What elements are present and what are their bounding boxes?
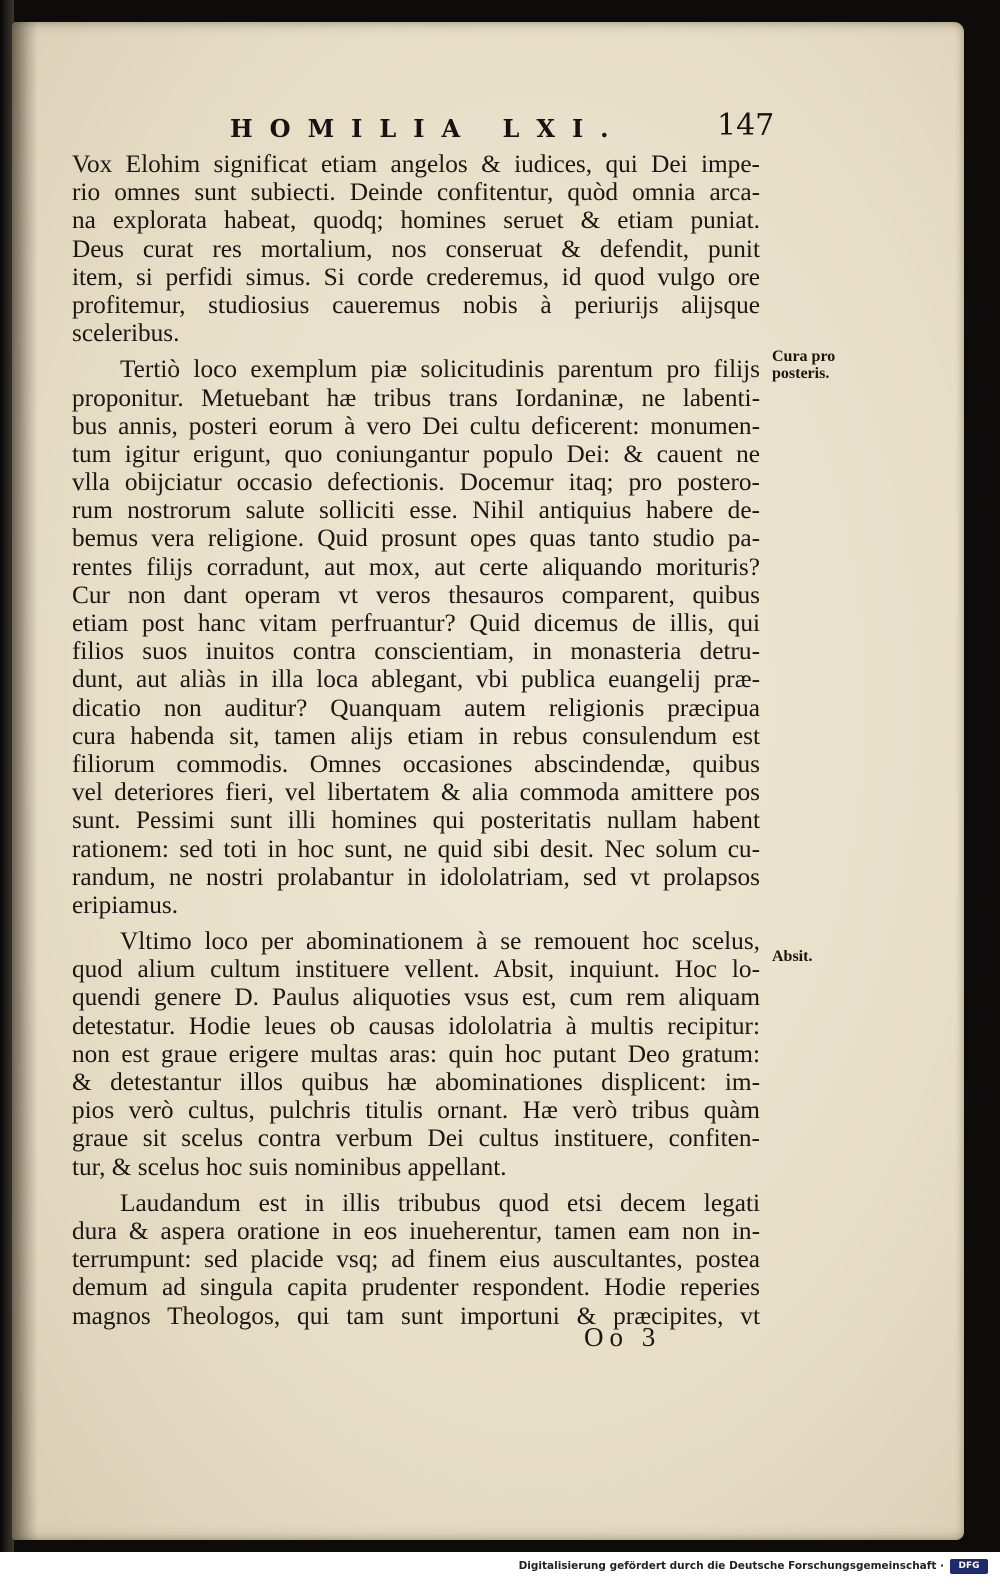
digitization-footer (0, 1552, 1000, 1585)
running-title: HOMILIA LXI. (230, 114, 626, 143)
text-line: & detestantur illos quibus hæ abominationes displicent: im- (72, 1068, 760, 1096)
text-line: rentes filijs corradunt, aut mox, aut certe aliquando morituris? (72, 552, 760, 581)
text-line: Vox Elohim significat etiam angelos & iudices, qui Dei impe- (72, 150, 760, 178)
text-line: profitemur, studiosius caueremus nobis à periurijs alijsque (72, 290, 760, 319)
text-line: non est graue erigere multas aras: quin hoc putant Deo gratum: (72, 1039, 760, 1068)
margin-note-line: posteris. (772, 365, 830, 382)
dfg-logo: DFG (950, 1559, 988, 1574)
text-line: randum, ne nostri prolabantur in idololatriam, sed vt prolapsos (72, 862, 760, 891)
text-line: rum nostrorum salute solliciti esse. Nihil antiquius habere de- (72, 496, 760, 525)
text-line: demum ad singula capita prudenter respondent. Hodie reperies (72, 1273, 760, 1302)
paragraph-4 (72, 1189, 760, 1330)
paragraph-1 (72, 150, 760, 347)
text-line: na explorata habeat, quodq; homines seruet & etiam puniat. (72, 206, 760, 235)
text-line: pios verò cultus, pulchris titulis ornant. Hæ verò tribus quàm (72, 1096, 760, 1125)
text-line: bemus vera religione. Quid prosunt opes quas tanto studio pa- (72, 524, 760, 553)
text-line: tum igitur erigunt, quo coniungantur populo Dei: & cauent ne (72, 439, 760, 468)
text-line: quendi genere D. Paulus aliquoties vsus est, cum rem aliquam (72, 983, 760, 1012)
text-line: Deus curat res mortalium, nos conseruat & defendit, punit (72, 234, 760, 263)
text-line: Vltimo loco per abominationem à se remouent hoc scelus, (120, 927, 760, 956)
margin-note-line: Cura pro (772, 348, 836, 365)
text-line: filiorum commodis. Omnes occasiones abscindendæ, quibus (72, 749, 760, 778)
text-line: item, si perfidi simus. Si corde crederemus, id quod vulgo ore (72, 262, 760, 291)
body-text (72, 150, 760, 1330)
text-line: filios suos inuitos contra conscientiam, in monasteria detru- (72, 637, 760, 666)
text-line: dura & aspera oratione in eos inueherentur, tamen eam non in- (72, 1216, 760, 1245)
footer-credit: Digitalisierung gefördert durch die Deutsche Forschungsgemeinschaft · (518, 1560, 944, 1572)
text-line: vlla obijciatur occasio defectionis. Docemur itaq; pro postero- (72, 468, 760, 497)
text-line: detestatur. Hodie leues ob causas idololatria à multis recipitur: (72, 1011, 760, 1040)
text-line: magnos Theologos, qui tam sunt importuni & præcipites, vt (72, 1301, 760, 1330)
paragraph-3 (72, 927, 760, 1181)
text-line: rio omnes sunt subiecti. Deinde confitentur, quòd omnia arca- (72, 178, 760, 207)
text-line: terrumpunt: sed placide vsq; ad finem eius auscultantes, postea (72, 1245, 760, 1274)
text-line: dicatio non auditur? Quanquam autem religionis præcipua (72, 693, 760, 722)
text-line: dunt, aut aliàs in illa loca ablegant, vbi publica euangelij præ- (72, 665, 760, 694)
page-number: 147 (717, 108, 775, 143)
text-line: bus annis, posteri eorum à vero Dei cultu deficerent: monumen- (72, 411, 760, 440)
margin-note-absit (772, 948, 812, 965)
text-line: rationem: sed toti in hoc sunt, ne quid sibi desit. Nec solum cu- (72, 834, 760, 863)
running-head (12, 108, 964, 148)
book-page (12, 22, 964, 1540)
text-line: vel deteriores fieri, vel libertatem & alia commoda amittere pos (72, 778, 760, 807)
text-line: eripiamus. (72, 890, 179, 919)
text-line: graue sit scelus contra verbum Dei cultus instituere, confiten- (72, 1124, 760, 1153)
signature-mark: Oo 3 (584, 1322, 662, 1352)
text-line: sunt. Pessimi sunt illi homines qui posteritatis nullam habent (72, 806, 760, 835)
margin-note-cura-pro-posteris (772, 348, 835, 382)
text-line: quod alium cultum instituere vellent. Absit, inquiunt. Hoc lo- (72, 955, 760, 984)
paragraph-2 (72, 355, 760, 919)
text-line: Tertiò loco exemplum piæ solicitudinis parentum pro filijs (120, 355, 760, 384)
text-line: proponitur. Metuebant hæ tribus trans Iordaninæ, ne labenti- (72, 383, 760, 412)
text-line: tur, & scelus hoc suis nominibus appellant. (72, 1152, 507, 1181)
text-line: Laudandum est in illis tribubus quod etsi decem legati (120, 1188, 760, 1217)
margin-note-line: Absit. (772, 948, 813, 965)
text-line: sceleribus. (72, 319, 180, 348)
text-line: cura habenda sit, tamen alijs etiam in rebus consulendum est (72, 721, 760, 750)
text-line: etiam post hanc vitam perfruantur? Quid dicemus de illis, qui (72, 609, 760, 637)
text-line: Cur non dant operam vt veros thesauros comparent, quibus (72, 580, 760, 609)
